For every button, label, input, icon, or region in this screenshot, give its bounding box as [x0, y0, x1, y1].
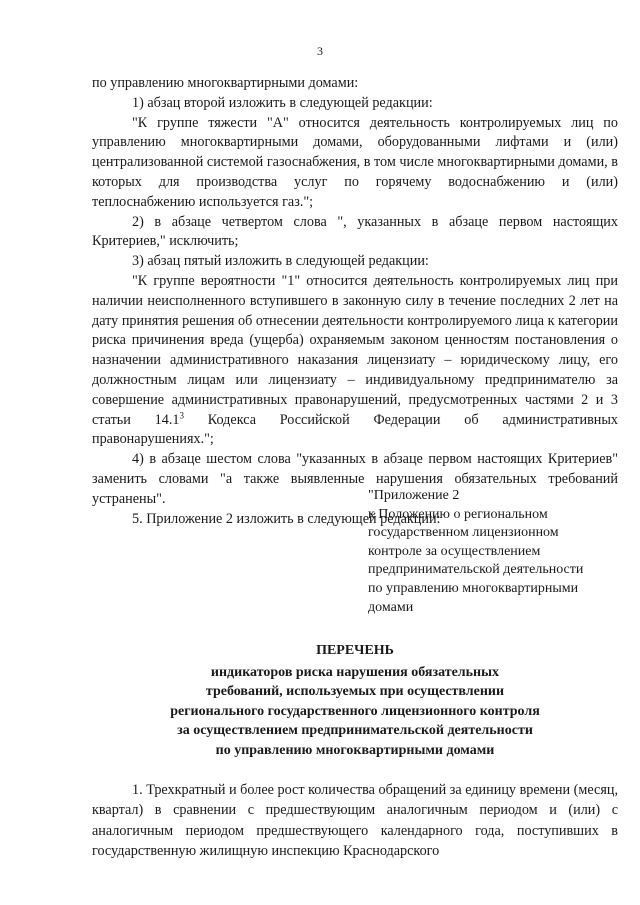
list-subtitle-line: за осуществлением предпринимательской деятельности — [177, 723, 533, 739]
indicator-item-1-text: 1. Трехкратный и более рост количества обращений за единицу времени (месяц, квартал) в сравнении с предшествующим аналогичным периодом и (или) с аналогичным периодом предшествующего календарного года, поступивших в государственную жилищную инспекцию Краснодарского — [92, 782, 618, 860]
paragraph-intro: по управлению многоквартирными домами: — [92, 75, 359, 91]
list-heading — [92, 641, 618, 761]
paragraph-item-3: 3) абзац пятый изложить в следующей редакции: — [132, 253, 429, 270]
appendix-line: контроле за осуществлением — [368, 543, 541, 559]
appendix-line: к Положению о региональном — [368, 506, 548, 522]
appendix-line: домами — [368, 599, 414, 615]
appendix-line: государственном лицензионном — [368, 525, 559, 541]
appendix-line: "Приложение 2 — [368, 488, 460, 503]
paragraph-item-5: 5. Приложение 2 изложить в следующей редакции: — [132, 510, 441, 527]
paragraph-group-1 — [92, 272, 618, 450]
paragraph-item-2: 2) в абзаце четвертом слова ", указанных в абзаце первом настоящих Критериев," исключить; — [92, 213, 618, 250]
indicator-item-1 — [92, 780, 618, 862]
paragraph-item-4: 4) в абзаце шестом слова "указанных в абзаце первом настоящих Критериев" заменить словами "а также выявленные нарушения обязательных требований устранены". — [92, 451, 618, 507]
paragraph-group-a: "К группе тяжести "А" относится деятельность контролируемых лиц по управлению многоквартирными домами, оборудованными лифтами и (или) централизованной системой газоснабжения, в том числе многоквартирными домами, в которых для производства услуг по горячему водоснабжению и (или) теплоснабжению используется газ."; — [92, 114, 618, 210]
list-title: ПЕРЕЧЕНЬ — [316, 643, 394, 658]
list-subtitle-line: по управлению многоквартирными домами — [215, 742, 495, 758]
amendment-text — [92, 74, 618, 529]
superscript-article: 3 — [179, 409, 184, 420]
page-number: 3 — [317, 44, 323, 58]
list-subtitle-line: индикаторов риска нарушения обязательных — [210, 664, 500, 680]
appendix-note — [368, 487, 630, 617]
appendix-line: по управлению многоквартирными — [368, 580, 579, 596]
appendix-line: предпринимательской деятельности — [368, 562, 584, 578]
list-subtitle-line: регионального государственного лицензионного контроля — [170, 703, 540, 719]
paragraph-item-1: 1) абзац второй изложить в следующей редакции: — [132, 94, 433, 111]
list-subtitle-line: требований, используемых при осуществлении — [205, 684, 505, 700]
paragraph-group-1-text-after: Кодекса Российской Федерации об административных правонарушениях."; — [92, 411, 618, 448]
paragraph-group-1-text: "К группе вероятности "1" относится деятельность контролируемых лиц при наличии неисполненного вступившего в законную силу в течение последних 2 лет на дату принятия решения об отнесении деятельности контролируемого лица к категории риска причинения вреда (ущерба) охраняемым законом ценностям постановления о назначении административного наказания лицензиату – юридическому лицу, его должностным лицам или лицензиату – индивидуальному предпринимателю за совершение административных правонарушений, предусмотренных частями 2 и 3 статьи 14.1 — [92, 272, 618, 428]
